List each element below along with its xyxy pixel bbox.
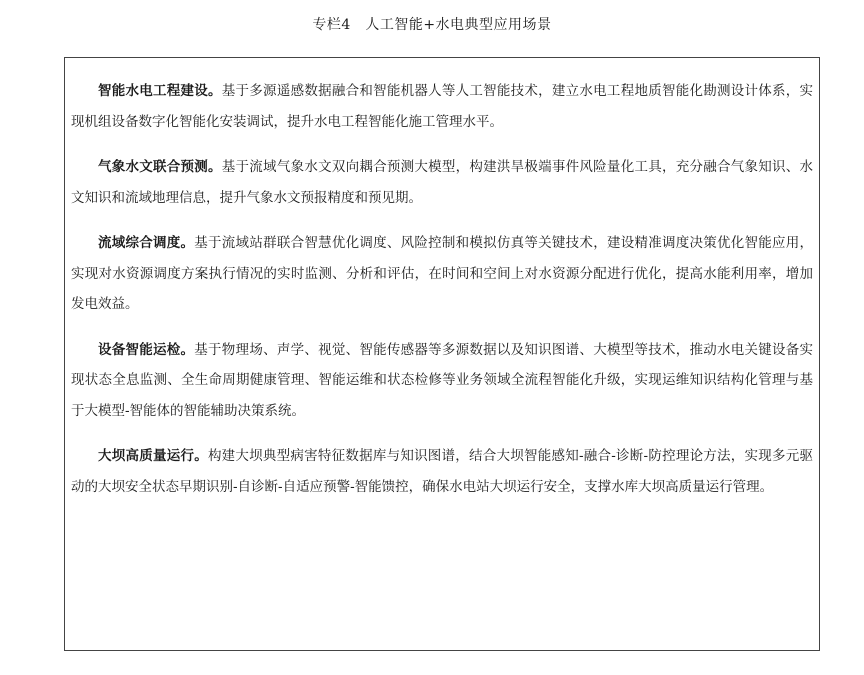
section-body: 基于流域站群联合智慧优化调度、风险控制和模拟仿真等关键技术，建设精准调度决策优化智能应用，实现对水资源调度方案执行情况的实时监测、分析和评估，在时间和空间上对水资源分配进行优化，提高水能利用率，增加发电效益。 (71, 235, 814, 312)
section-body: 构建大坝典型病害特征数据库与知识图谱，结合大坝智能感知-融合-诊断-防控理论方法，实现多元驱动的大坝安全状态早期识别-自诊断-自适应预警-智能馈控，确保水电站大坝运行安全，支撑水库大坝高质量运行管理。 (71, 448, 813, 495)
section-hydromet-forecast (71, 152, 813, 213)
section-heading: 设备智能运检。 (98, 341, 195, 358)
section-body: 基于多源遥感数据融合和智能机器人等人工智能技术，建立水电工程地质智能化勘测设计体系，实现机组设备数字化智能化安装调试，提升水电工程智能化施工管理水平。 (71, 83, 814, 130)
content-box (64, 57, 820, 651)
section-equipment-inspection (71, 335, 813, 427)
section-body: 基于物理场、声学、视觉、智能传感器等多源数据以及知识图谱、大模型等技术，推动水电关键设备实现状态全息监测、全生命周期健康管理、智能运维和状态检修等业务领域全流程智能化升级，实现运维知识结构化管理与基于大模型-智能体的智能辅助决策系统。 (71, 341, 814, 419)
section-basin-dispatch (71, 228, 813, 320)
section-body: 基于流域气象水文双向耦合预测大模型，构建洪旱极端事件风险量化工具，充分融合气象知识、水文知识和流域地理信息，提升气象水文预报精度和预见期。 (71, 159, 814, 206)
section-heading: 智能水电工程建设。 (98, 83, 222, 99)
section-intelligent-construction (71, 76, 813, 137)
column-title: 专栏4 人工智能+水电典型应用场景 (312, 17, 552, 33)
section-dam-operation (71, 441, 813, 502)
section-heading: 流域综合调度。 (98, 235, 195, 251)
section-heading: 大坝高质量运行。 (98, 448, 208, 464)
section-heading: 气象水文联合预测。 (98, 159, 222, 175)
